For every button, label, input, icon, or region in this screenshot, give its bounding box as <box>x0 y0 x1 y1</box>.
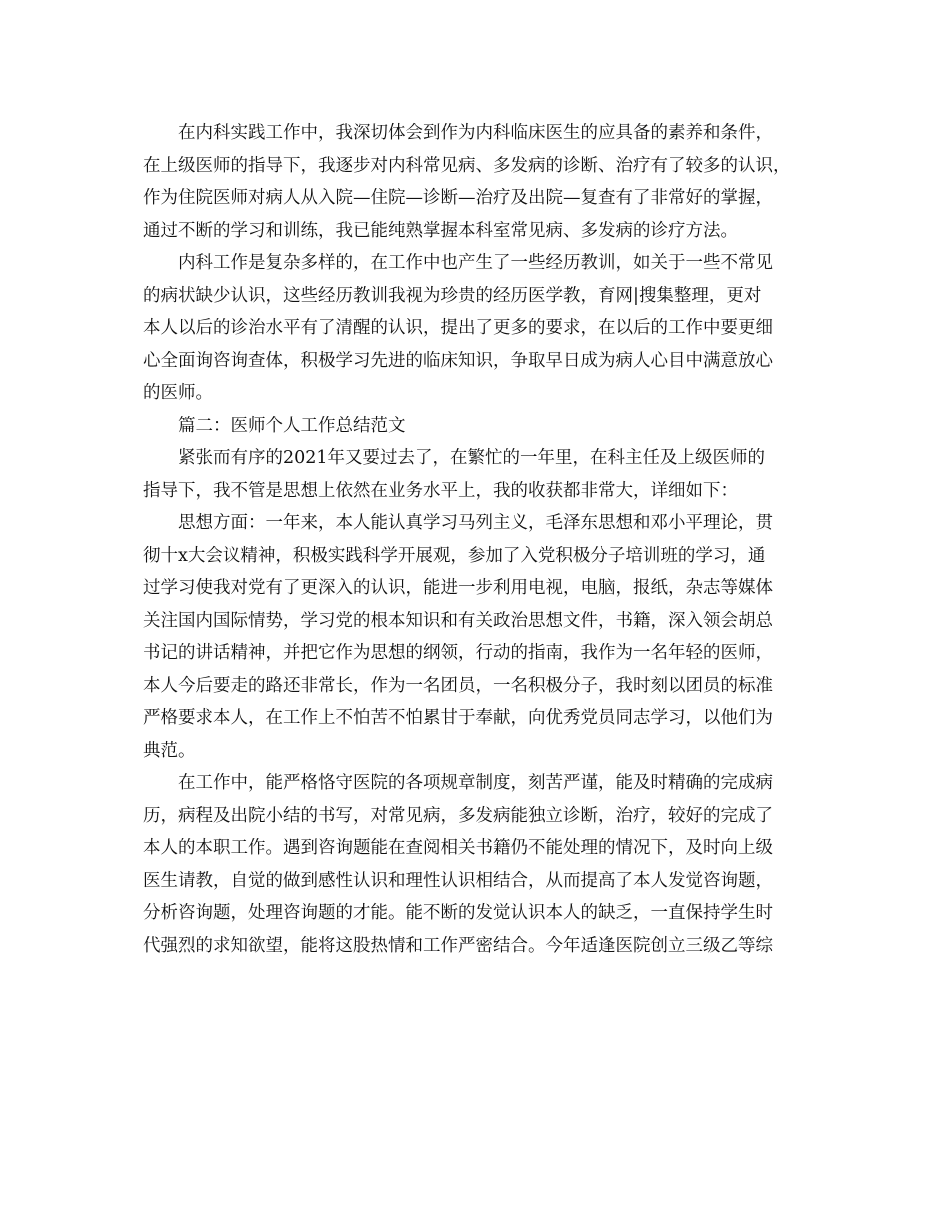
text-line: 过学习使我对党有了更深入的认识，能进一步利用电视，电脑，报纸，杂志等媒体 <box>143 578 773 598</box>
text-line: 代强烈的求知欲望，能将这股热情和工作严密结合。今年适逢医院创立三级乙等综 <box>143 935 773 956</box>
text-line: 历，病程及出院小结的书写，对常见病，多发病能独立诊断，治疗，较好的完成了 <box>143 805 773 826</box>
text-line: 篇二：医师个人工作总结范文 <box>178 415 406 436</box>
text-line: 通过不断的学习和训练，我已能纯熟掌握本科室常见病、多发病的诊疗方法。 <box>143 220 738 241</box>
document-body <box>143 117 813 962</box>
text-line: 彻十x大会议精神，积极实践科学开展观，参加了入党积极分子培训班的学习，通 <box>143 545 766 566</box>
text-line: 作为住院医师对病人从入院—住院—诊断—治疗及出院—复查有了非常好的掌握， <box>143 188 773 208</box>
text-line: 思想方面：一年来，本人能认真学习马列主义，毛泽东思想和邓小平理论，贯 <box>178 513 773 533</box>
text-line: 医生请教，自觉的做到感性认识和理性认识相结合，从而提高了本人发觉咨询题， <box>143 870 773 891</box>
text-line: 本人的本职工作。遇到咨询题能在查阅相关书籍仍不能处理的情况下，及时向上级 <box>143 838 773 858</box>
text-line: 心全面询咨询查体，积极学习先进的临床知识，争取早日成为病人心目中满意放心 <box>143 350 773 371</box>
text-line: 关注国内国际情势，学习党的根本知识和有关政治思想文件，书籍，深入领会胡总 <box>143 610 773 631</box>
text-line: 内科工作是复杂多样的，在工作中也产生了一些经历教训，如关于一些不常见 <box>178 253 773 273</box>
text-line: 典范。 <box>143 740 196 761</box>
text-line: 的病状缺少认识，这些经历教训我视为珍贵的经历医学教，育网|搜集整理，更对 <box>143 285 762 306</box>
text-line: 在内科实践工作中，我深切体会到作为内科临床医生的应具备的素养和条件， <box>178 123 773 143</box>
text-line: 本人以后的诊治水平有了清醒的认识，提出了更多的要求，在以后的工作中要更细 <box>143 318 773 338</box>
text-line: 指导下，我不管是思想上依然在业务水平上，我的收获都非常大，详细如下： <box>143 480 738 501</box>
text-line: 紧张而有序的2021年又要过去了，在繁忙的一年里，在科主任及上级医师的 <box>178 448 766 468</box>
text-line: 书记的讲话精神，并把它作为思想的纲领，行动的指南，我作为一名年轻的医师， <box>143 643 773 663</box>
text-line: 本人今后要走的路还非常长，作为一名团员，一名积极分子，我时刻以团员的标准 <box>143 675 773 696</box>
text-line: 在工作中，能严格恪守医院的各项规章制度，刻苦严谨，能及时精确的完成病 <box>178 773 773 793</box>
text-line: 分析咨询题，处理咨询题的才能。能不断的发觉认识本人的缺乏，一直保持学生时 <box>143 903 773 923</box>
text-line: 在上级医师的指导下，我逐步对内科常见病、多发病的诊断、治疗有了较多的认识， <box>143 155 791 176</box>
text-line: 的医师。 <box>143 383 213 403</box>
text-line: 严格要求本人，在工作上不怕苦不怕累甘于奉献，向优秀党员同志学习，以他们为 <box>143 708 773 728</box>
